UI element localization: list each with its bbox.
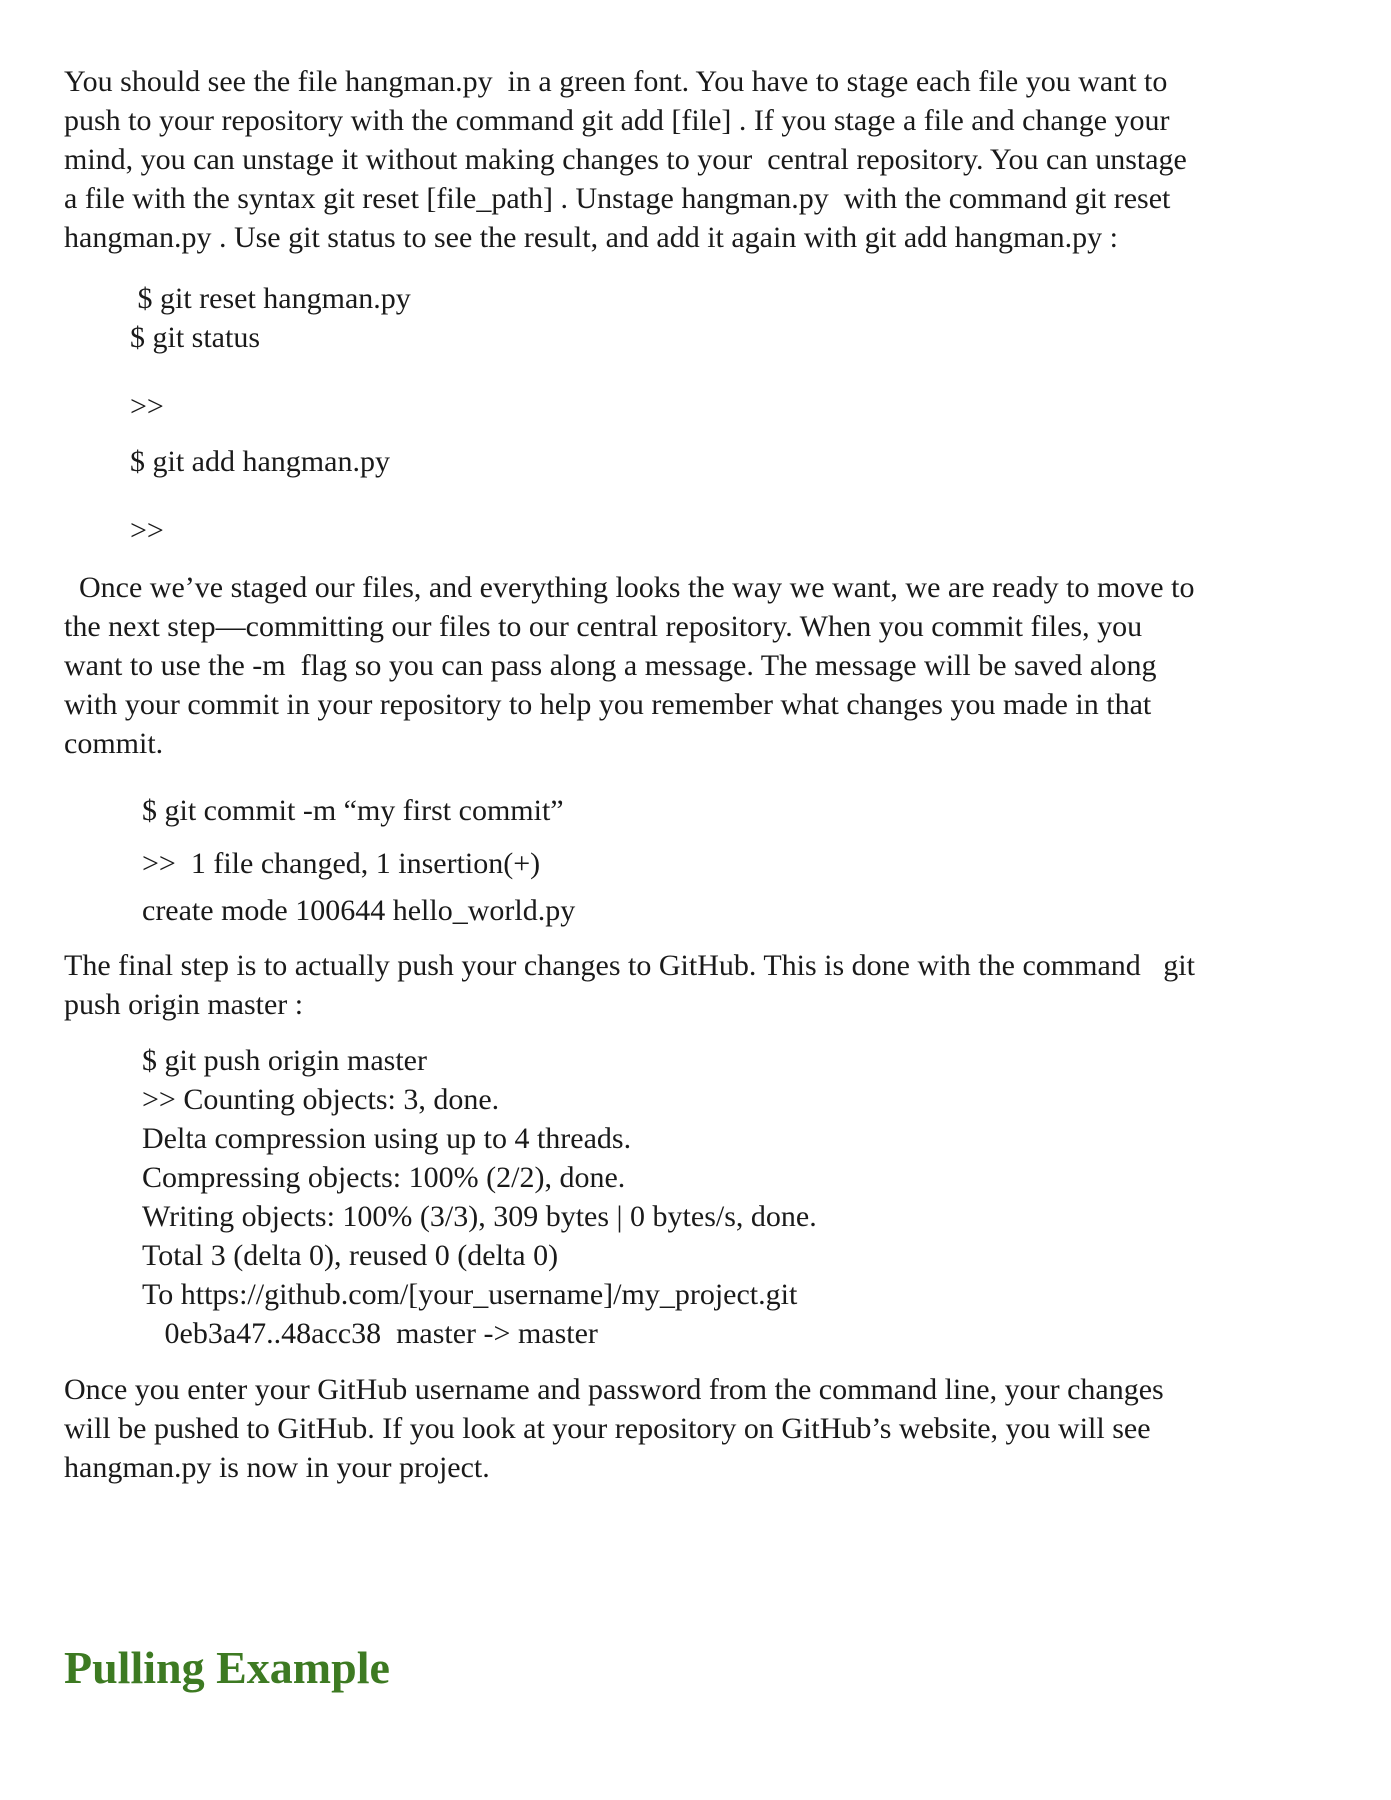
code-block-push: [64, 1041, 1344, 1353]
text-line: the next step—committing our files to our central repository. When you commit files, you: [64, 610, 1143, 643]
code-line: $ git add hangman.py: [130, 445, 390, 478]
text-line: You should see the file hangman.py in a green font. You have to stage each file you want to: [64, 65, 1168, 98]
code-line: Total 3 (delta 0), reused 0 (delta 0): [142, 1239, 559, 1272]
code-output-prompt: [64, 511, 1344, 550]
code-line: $ git reset hangman.py: [130, 282, 411, 315]
text-line: push origin master :: [64, 988, 304, 1021]
document-page: [64, 62, 1344, 1487]
text-line: with your commit in your repository to help you remember what changes you made in that: [64, 688, 1152, 721]
text-line: Once you enter your GitHub username and password from the command line, your changes: [64, 1373, 1164, 1406]
paragraph-staging: [64, 62, 1344, 257]
text-line: a file with the syntax git reset [file_path] . Unstage hangman.py with the command git reset: [64, 182, 1171, 215]
code-line: >> Counting objects: 3, done.: [142, 1083, 500, 1116]
text-line: want to use the -m flag so you can pass along a message. The message will be saved along: [64, 649, 1157, 682]
code-output-prompt: [64, 387, 1344, 426]
code-line: Delta compression using up to 4 threads.: [142, 1122, 632, 1155]
section-heading: Pulling Example: [64, 1642, 390, 1693]
code-block-commit: [64, 791, 1344, 830]
text-line: The final step is to actually push your changes to GitHub. This is done with the command git: [64, 949, 1195, 982]
text-line: Once we’ve staged our files, and everything looks the way we want, we are ready to move to: [64, 571, 1195, 604]
text-line: will be pushed to GitHub. If you look at your repository on GitHub’s website, you will see: [64, 1412, 1151, 1445]
code-line: $ git status: [130, 321, 261, 354]
paragraph-result: [64, 1370, 1344, 1487]
code-line: Writing objects: 100% (3/3), 309 bytes | 0 bytes/s, done.: [142, 1200, 817, 1233]
code-line: $ git commit -m “my first commit”: [142, 794, 564, 827]
text-line: hangman.py . Use git status to see the result, and add it again with git add hangman.py :: [64, 221, 1118, 254]
text-line: mind, you can unstage it without making changes to your central repository. You can unstage: [64, 143, 1187, 176]
text-line: commit.: [64, 727, 164, 760]
code-line: >> 1 file changed, 1 insertion(+): [142, 847, 541, 880]
code-line: >>: [130, 390, 164, 423]
code-line: To https://github.com/[your_username]/my_project.git: [142, 1278, 798, 1311]
text-line: hangman.py is now in your project.: [64, 1451, 490, 1484]
code-line: >>: [130, 514, 164, 547]
paragraph-push: [64, 946, 1344, 1024]
code-block-add: [64, 442, 1344, 481]
code-line: Compressing objects: 100% (2/2), done.: [142, 1161, 626, 1194]
code-line: $ git push origin master: [142, 1044, 427, 1077]
code-output-commit: [64, 844, 1344, 930]
code-block-reset: [64, 279, 1344, 357]
code-line: create mode 100644 hello_world.py: [142, 894, 576, 927]
code-line: 0eb3a47..48acc38 master -> master: [142, 1317, 598, 1350]
paragraph-committing: [64, 568, 1344, 763]
text-line: push to your repository with the command git add [file] . If you stage a file and change your: [64, 104, 1170, 137]
